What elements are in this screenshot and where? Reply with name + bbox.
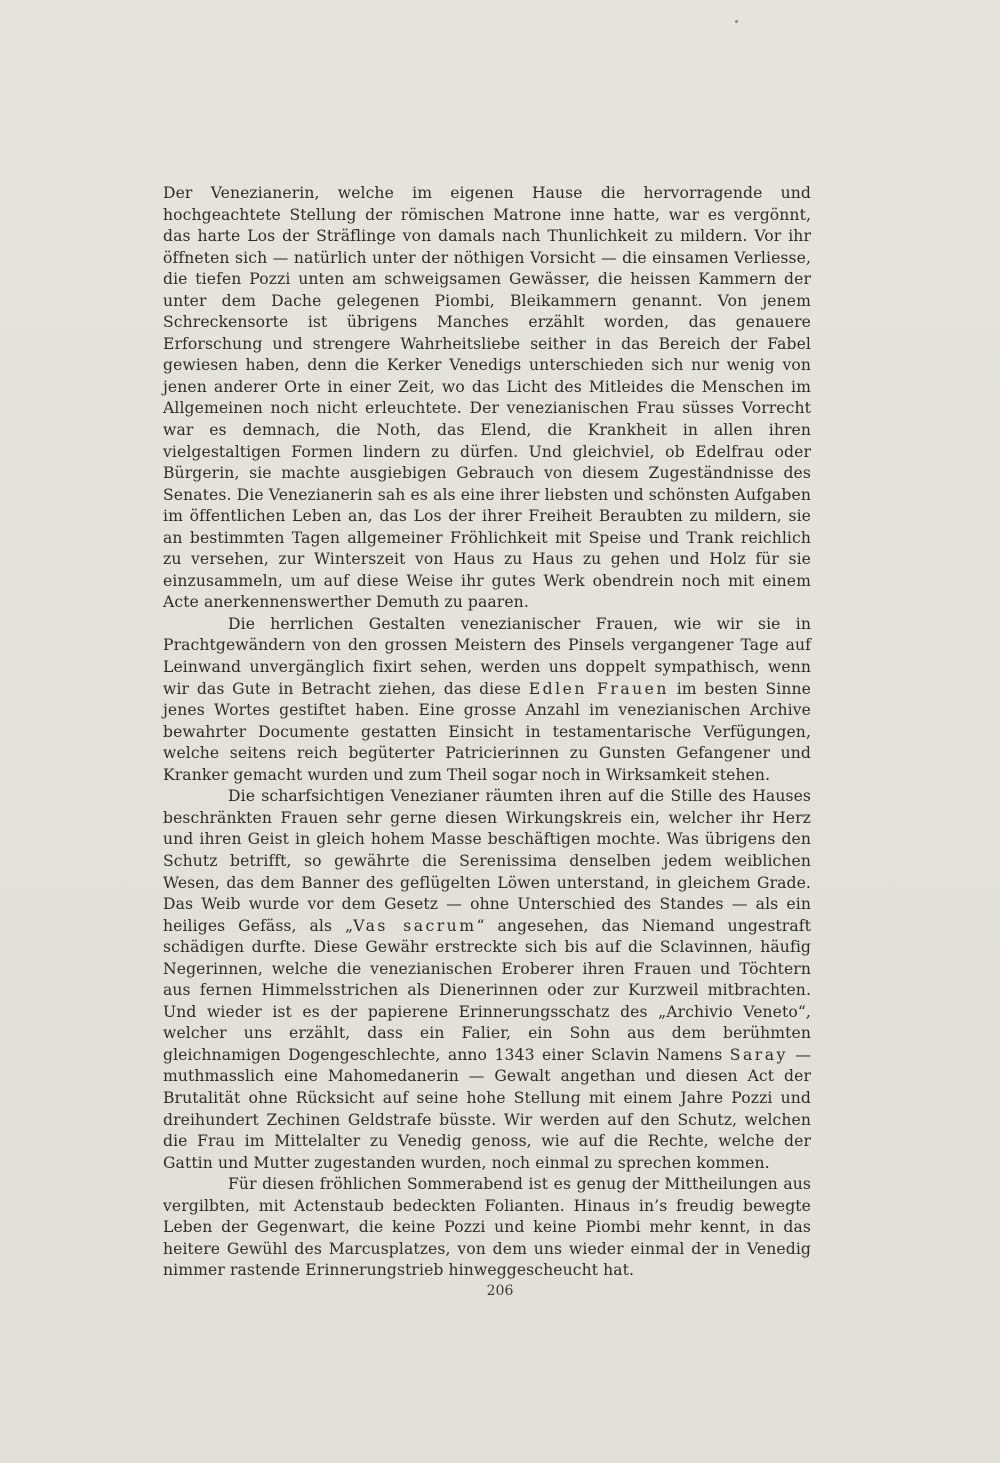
emphasis-vas-sacrum: Vas sacrum — [353, 916, 477, 935]
paragraph-2-text: Die herrlichen Gestalten venezianischer Frauen, wie wir sie in Prachtgewändern von den grossen Meistern des Pinsels vergangener Tage auf Leinwand unvergänglich fixirt sehen, werden uns doppelt sympathisch, wenn wir das Gute in Betracht ziehen, das diese — [163, 614, 811, 698]
emphasis-edlen-frauen: Edlen Frauen — [528, 679, 669, 698]
emphasis-saray: Saray — [729, 1045, 788, 1064]
paper-speck — [735, 20, 738, 23]
paragraph-4: Für diesen fröhlichen Sommerabend ist es genug der Mittheilungen aus vergilbten, mit Actenstaub bedeckten Folianten. Hinaus in’s freudig bewegte Leben der Gegenwart, die keine Pozzi und keine Piombi mehr kennt, in das heitere Gewühl des Marcusplatzes, von dem uns wieder einmal der in Venedig nimmer rastende Erinnerungstrieb hinweggescheucht hat. — [163, 1175, 811, 1280]
body-text — [163, 183, 811, 1282]
paragraph-1: Der Venezianerin, welche im eigenen Hause die hervorragende und hochgeachtete Stellung der römischen Matrone inne hatte, war es vergönnt, das harte Los der Sträflinge von damals nach Thunlichkeit zu mildern. Vor ihr öffneten sich — natürlich unter der nöthigen Vorsicht — die einsamen Verliesse, die tiefen Pozzi unten am schweigsamen Gewässer, die heissen Kammern der unter dem Dache gelegenen Piombi, Bleikammern genannt. Von jenem Schreckensorte ist übrigens Manches erzählt worden, das genauere Erforschung und strengere Wahrheitsliebe seither in das Bereich der Fabel gewiesen haben, denn die Kerker Venedigs unterschieden sich nur wenig von jenen anderer Orte in einer Zeit, wo das Licht des Mitleides die Menschen im Allgemeinen noch nicht erleuchtete. Der venezianischen Frau süsses Vorrecht war es demnach, die Noth, das Elend, die Krankheit in allen ihren vielgestaltigen Formen lindern zu dürfen. Und gleichviel, ob Edelfrau oder Bürgerin, sie machte ausgiebigen Gebrauch von diesem Zugeständnisse des Senates. Die Venezianerin sah es als eine ihrer liebsten und schönsten Aufgaben im öffentlichen Leben an, das Los der ihrer Freiheit Beraubten zu mildern, sie an bestimmten Tagen allgemeiner Fröhlichkeit mit Speise und Trank reichlich zu versehen, zur Winterszeit von Haus zu Haus zu gehen und Holz für sie einzusammeln, um auf diese Weise ihr gutes Werk obendrein noch mit einem Acte anerkennenswerther Demuth zu paaren. — [163, 184, 811, 612]
page-number: 206 — [486, 1283, 514, 1299]
paragraph-3-text-end: — muthmasslich eine Mahomedanerin — Gewalt angethan und diesen Act der Brutalität ohne Rücksicht auf seine hohe Stellung mit einem Jahre Pozzi und dreihundert Zechinen Geldstrafe büsste. Wir werden auf den Schutz, welchen die Frau im Mittelalter zu Venedig genoss, wie auf die Rechte, welche der Gattin und Mutter zugestanden wurden, noch einmal zu sprechen kommen. — [163, 1045, 811, 1172]
paragraph-2-text-end: im besten Sinne jenes Wortes gestiftet haben. Eine grosse Anzahl im venezianischen Archive bewahrter Documente gestatten Einsicht in testamentarische Verfügungen, welche seitens reich begüterter Patricierinnen zu Gunsten Gefangener und Kranker gemacht wurden und zum Theil sogar noch in Wirksamkeit stehen. — [163, 679, 811, 784]
paragraph-3-text-middle: “ angesehen, das Niemand ungestraft schädigen durfte. Diese Gewähr erstreckte sich bis auf die Sclavinnen, häufig Negerinnen, welche die venezianischen Eroberer ihren Frauen und Töchtern aus fernen Himmelsstrichen als Dienerinnen oder zur Kurzweil mitbrachten. Und wieder ist es der papierene Erinnerungsschatz des „Archivio Veneto“, welcher uns erzählt, dass ein Falier, ein Sohn aus dem berühmten gleichnamigen Dogengeschlechte, anno 1343 einer Sclavin Namens — [163, 916, 811, 1064]
paragraph-3 — [163, 786, 811, 1174]
paragraph-2 — [163, 614, 811, 786]
paragraph-3-text: Die scharfsichtigen Venezianer räumten ihren auf die Stille des Hauses beschränkten Frauen sehr gerne diesen Wirkungskreis ein, welcher ihr Herz und ihren Geist in gleich hohem Masse beschäftigen mochte. Was übrigens den Schutz betrifft, so gewährte die Serenissima denselben jedem weiblichen Wesen, das dem Banner des geflügelten Löwen unterstand, in gleichem Grade. Das Weib wurde vor dem Gesetz — ohne Unterschied des Standes — als ein heiliges Gefäss, als „ — [163, 787, 811, 935]
